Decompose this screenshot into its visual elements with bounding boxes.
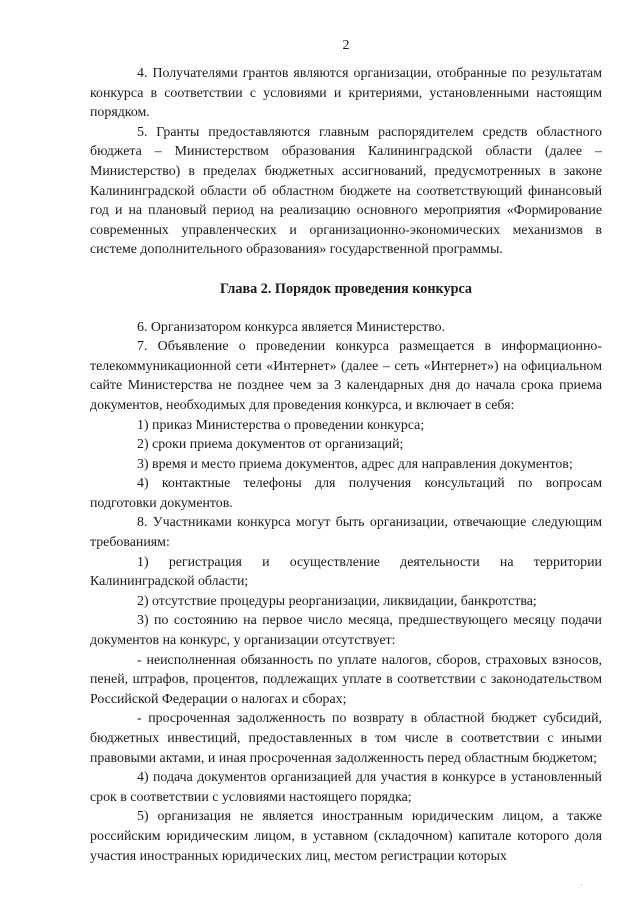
document-body [90, 64, 602, 866]
paragraph-grant-provider: 5. Гранты предоставляются главным распорядителем средств областного бюджета – Министерством образования Калининградской области (далее – Министерство) в пределах бюджетных ассигнований, предусмотренных в законе Калининградской области об областном бюджете на соответствующий финансовый год и на плановый период на реализацию основного мероприятия «Формирование современных управленческих и организационно-экономических механизмов в системе дополнительного образования» государственной программы. [90, 124, 602, 258]
list-item-order: 1) приказ Министерства о проведении конкурса; [137, 417, 425, 433]
list-item-tax-obligation: - неисполненная обязанность по уплате налогов, сборов, страховых взносов, пеней, штрафов, процентов, подлежащих уплате в соответствии с законодательством Российской Федерации о налогах и сборах; [90, 652, 602, 707]
paragraph-participants: 8. Участниками конкурса могут быть организации, отвечающие следующим требованиям: [90, 515, 602, 551]
paragraph-grant-recipients: 4. Получателями грантов являются организации, отобранные по результатам конкурса в соответствии с условиями и критериями, установленными настоящим порядком. [90, 66, 602, 121]
list-item-deadlines: 2) сроки приема документов от организаций; [137, 437, 404, 453]
chapter-title: Глава 2. Порядок проведения конкурса [219, 280, 473, 297]
list-item-time-place: 3) время и место приема документов, адрес для направления документов; [137, 456, 573, 472]
list-item-not-foreign: 5) организация не является иностранным юридическим лицом, а также российским юридическим лицом, в уставном (складочном) капитале которого доля участия иностранных юридических лиц, местом регистрации которых [90, 809, 602, 864]
paragraph-announcement: 7. Объявление о проведении конкурса размещается в информационно-телекоммуникационной сети «Интернет» (далее – сеть «Интернет») на официальном сайте Министерства не позднее чем за 3 календарных дня до начала срока приема документов, необходимых для проведения конкурса, и включает в себя: [90, 339, 602, 413]
paragraph-organizer: 6. Организатором конкурса является Министерство. [137, 319, 446, 335]
scan-speck: · [580, 881, 583, 890]
list-item-no-reorganization: 2) отсутствие процедуры реорганизации, ликвидации, банкротства; [137, 593, 537, 609]
list-item-overdue-debt: - просроченная задолженность по возврату в областной бюджет субсидий, бюджетных инвестиций, предоставленных в том числе в соответствии с иными правовыми актами, и иная просроченная задолженность перед областным бюджетом; [90, 711, 602, 766]
list-item-registration: 1) регистрация и осуществление деятельности на территории Калининградской области; [90, 554, 602, 590]
page-number: 2 [342, 38, 350, 53]
document-page [90, 0, 602, 905]
list-item-submission: 4) подача документов организацией для участия в конкурсе в установленный срок в соответствии с условиями настоящего порядка; [90, 770, 602, 805]
list-item-no-debts: 3) по состоянию на первое число месяца, предшествующего месяцу подачи документов на конкурс, у организации отсутствует: [90, 613, 602, 649]
list-item-phones: 4) контактные телефоны для получения консультаций по вопросам подготовки документов. [90, 476, 602, 511]
